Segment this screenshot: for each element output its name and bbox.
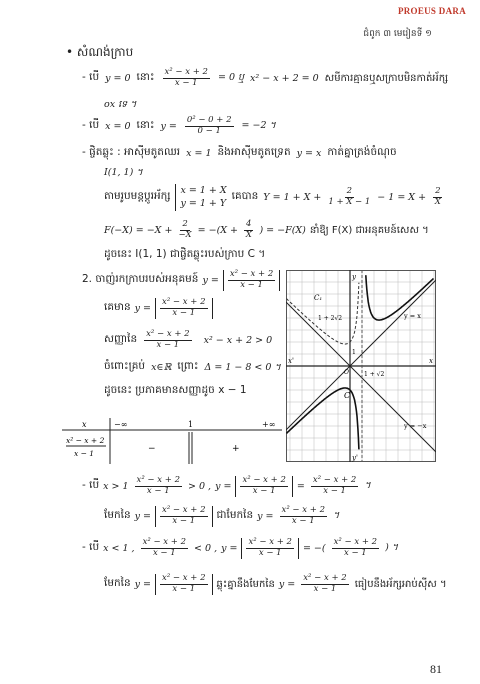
math: = 0 ឬ xyxy=(217,72,245,84)
table-neg-inf: −∞ xyxy=(114,420,128,429)
sign-line xyxy=(104,330,272,351)
math: − 1 = X + xyxy=(377,191,427,203)
fraction: $\frac{2}{-X}$ xyxy=(178,219,192,240)
abs-value: $\frac{\text{x² − x + 2}}{x - 1}$ xyxy=(155,574,212,595)
text: គេបាន xyxy=(231,189,259,202)
math: y = xyxy=(257,510,274,522)
section-title: • សំណង់ក្រាប xyxy=(66,45,134,59)
conclusion-line: ដូចនេះ I(1, 1) ជាផ្ចិតឆ្លុះរបស់ក្រាប C ។ xyxy=(104,248,266,260)
table-den: x − 1 xyxy=(74,449,95,458)
math: ) = −F(X) xyxy=(259,224,306,236)
c-label: C xyxy=(344,391,351,400)
math: < 0 , xyxy=(194,542,218,554)
text: - បើ xyxy=(82,540,100,553)
math: = −( xyxy=(302,542,326,554)
fraction: $\frac{\text{x² − x + 2}}{x - 1}$ xyxy=(281,505,325,526)
math: x∈ℝ xyxy=(151,362,172,373)
y-eq-negx-label: y = −x xyxy=(404,422,427,430)
math: x = 1 xyxy=(186,148,212,159)
math: y = xyxy=(134,302,152,314)
math: = xyxy=(296,480,305,492)
branch-same xyxy=(104,506,339,527)
page-number: 81 xyxy=(430,662,442,676)
case-x-lt-1 xyxy=(82,538,398,559)
label-1-plus-r2: 1 + √2 xyxy=(364,371,385,378)
text: សញ្ញានៃ xyxy=(104,332,138,345)
fraction: $\frac{\text{x² − x + 2}}{x - 1}$ xyxy=(303,573,347,594)
text: ព្រោះ xyxy=(177,360,199,372)
text: - ផ្ចិតឆ្លុះ : អាស៊ីមតូតឈរ xyxy=(82,146,181,158)
table-one: 1 xyxy=(188,420,194,429)
text: មែកនៃ xyxy=(104,508,131,521)
text: ជាមែកនៃ xyxy=(216,508,254,521)
fraction: $\frac{4}{X}$ xyxy=(245,219,252,240)
y-eq-x-label: y = x xyxy=(404,312,421,320)
part-two-title xyxy=(82,270,280,291)
math: y = xyxy=(160,120,177,132)
math: ។ xyxy=(364,480,371,492)
text: - បើ xyxy=(82,478,100,491)
table-plus: + xyxy=(232,444,240,454)
math: Δ = 1 − 8 < 0 ។ xyxy=(204,361,281,373)
text: នោះ xyxy=(136,70,155,83)
sign-conclusion: ដូចនេះ ប្រភាគមានសញ្ញាដូច x − 1 xyxy=(104,384,247,396)
text: - បើ xyxy=(82,70,100,83)
y-prime-label: y' xyxy=(352,454,358,462)
label-1-plus-2r2: 1 + 2√2 xyxy=(318,315,343,322)
fraction: $\frac{\text{x² − x + 2}}{x - 1}$ xyxy=(136,475,180,496)
c1-label: C₁ xyxy=(314,294,323,302)
math: ) ។ xyxy=(385,542,399,554)
text: ចំពោះគ្រប់ xyxy=(104,360,146,372)
math: x < 1 , xyxy=(103,542,135,554)
text: ធៀបនឹងអ័ក្សអាប់ស៊ីស ។ xyxy=(354,578,447,590)
math: Y = 1 + X + xyxy=(263,191,322,203)
axis-change xyxy=(104,184,444,211)
abs-value: $\frac{\text{x² − x + 2}}{x - 1}$ xyxy=(241,538,298,559)
fraction: $\frac{\text{0² − 0 + 2}}{0 - 1}$ xyxy=(186,115,232,136)
fraction: $\frac{\text{x² − x + 2}}{x - 1}$ xyxy=(312,475,357,496)
y-axis-label: y xyxy=(352,273,356,281)
table-num: x² − x + 2 xyxy=(66,436,105,445)
sign-table xyxy=(62,418,282,464)
point-i: I(1, 1) ។ xyxy=(104,167,143,178)
fraction: $\frac{\text{x² − x + 2}}{x - 1}$ xyxy=(142,537,187,558)
x-prime-label: x' xyxy=(288,357,294,365)
abs-value: $\frac{\text{x² − x + 2}}{x - 1}$ xyxy=(155,506,212,527)
origin-label: O xyxy=(344,369,349,376)
math: y = xyxy=(221,542,238,554)
odd-function-line xyxy=(104,220,429,241)
system-brace: x = 1 + X y = 1 + Y xyxy=(175,184,226,211)
chapter-header: ជំពូក ៣ មេរៀនទី ១ xyxy=(363,29,432,39)
math: > 0 , xyxy=(188,480,212,492)
math: F(−X) = −X + xyxy=(104,224,173,236)
text: នោះ xyxy=(136,118,155,131)
ox-line: ox ទេ ។ xyxy=(104,99,137,110)
math: y = 0 xyxy=(105,72,131,84)
math: = −2 ។ xyxy=(241,120,276,132)
fraction: $\frac{2}{X}$ xyxy=(434,186,441,207)
math: y = xyxy=(278,578,296,590)
abs-value: $\frac{\text{x² − x + 2}}{x - 1}$ xyxy=(235,476,292,497)
text: មែកនៃ xyxy=(104,576,131,589)
math: = −(X + xyxy=(197,224,239,236)
fraction: $\frac{\text{x² − x + 2}}{x - 1}$ xyxy=(164,67,208,88)
text: សមីការគ្មានឬសក្រាបមិនកាត់អ័ក្ស xyxy=(324,72,449,84)
text: គេមាន xyxy=(104,300,131,313)
fraction: $\frac{2}{1 + X - 1}$ xyxy=(328,186,371,207)
math: y = xyxy=(215,480,232,492)
label-one: 1 xyxy=(352,349,356,356)
branch-mirror xyxy=(104,574,447,595)
x-axis-label: x xyxy=(429,357,433,365)
math: x > 1 xyxy=(103,480,129,492)
case-y-zero xyxy=(82,68,448,89)
math: y = xyxy=(202,274,219,286)
case-x-gt-1 xyxy=(82,476,371,497)
math: ។ xyxy=(333,510,340,522)
math: x = 0 xyxy=(105,120,131,132)
text: - បើ xyxy=(82,118,100,131)
table-x: x xyxy=(82,420,87,429)
math: x² − x + 2 = 0 xyxy=(250,72,319,84)
math: y = xyxy=(134,578,152,590)
given-line xyxy=(104,298,213,319)
table-minus: − xyxy=(148,444,156,454)
text: នាំឱ្យ F(X) ជាអនុគមន៍សេស ។ xyxy=(309,224,429,236)
table-pos-inf: +∞ xyxy=(262,420,276,429)
text: តាមរូបមន្តប្តូរអ័ក្ស xyxy=(104,189,171,202)
symmetry-center xyxy=(82,146,397,161)
math: x² − x + 2 > 0 xyxy=(203,334,273,346)
abs-value: $\frac{\text{x² − x + 2}}{x - 1}$ xyxy=(155,298,212,319)
for-all-line xyxy=(104,360,281,375)
math: y = x xyxy=(296,148,322,159)
math: y = xyxy=(134,510,152,522)
text: កាត់គ្នាត្រង់ចំណុច xyxy=(327,146,397,158)
brand-label: PROEUS DARA xyxy=(397,6,466,16)
text: 2. ចាញ់រកក្រាបរបស់អនុគមន៍ xyxy=(82,272,199,285)
function-graph xyxy=(286,270,436,462)
case-x-zero xyxy=(82,116,276,137)
abs-value: $\frac{\text{x² − x + 2}}{x - 1}$ xyxy=(223,270,280,291)
text: និងអាស៊ីមតូតទ្រេត xyxy=(217,146,291,158)
text: ឆ្លុះគ្នានឹងមែកនៃ xyxy=(216,578,275,590)
fraction: $\frac{\text{x² − x + 2}}{x - 1}$ xyxy=(333,537,378,558)
fraction: $\frac{\text{x² − x + 2}}{x - 1}$ xyxy=(146,329,190,350)
